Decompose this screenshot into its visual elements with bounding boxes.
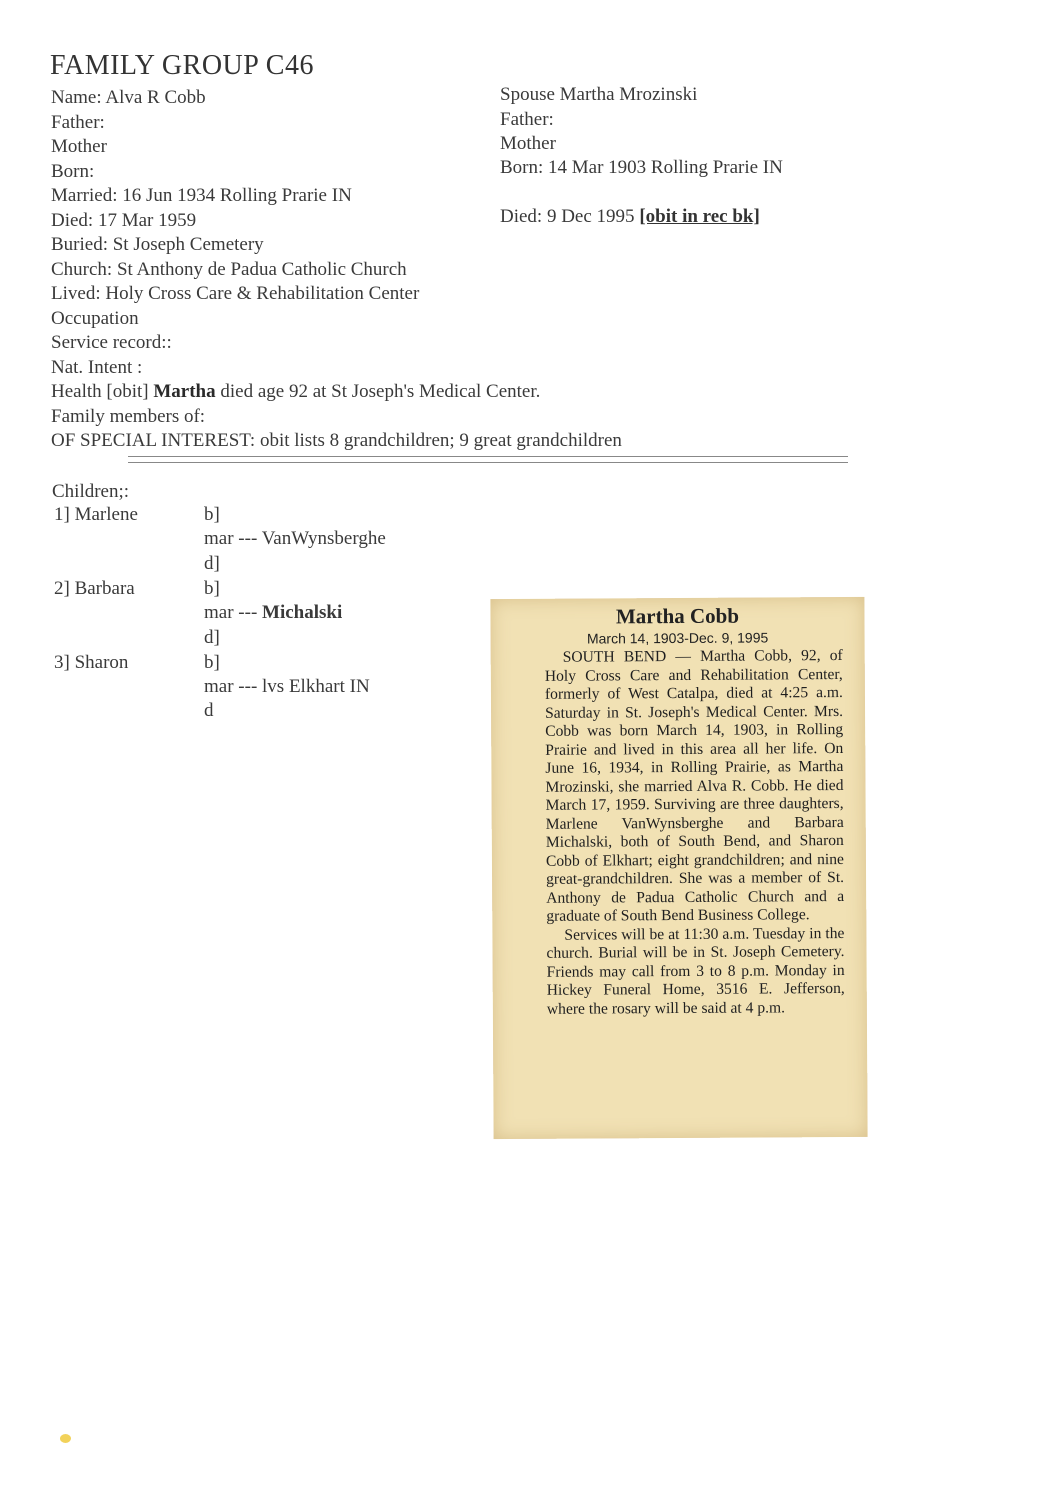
- obituary-clipping: [490, 597, 867, 1139]
- health-field: [51, 380, 540, 404]
- child-mar-prefix: mar ---: [204, 528, 262, 549]
- child-name: 3] Sharon: [54, 652, 129, 673]
- obituary-body: [545, 647, 845, 1019]
- name-field: Name: Alva R Cobb: [51, 87, 206, 108]
- mother-field: Mother: [51, 136, 107, 157]
- spouse-father-field: Father:: [500, 109, 554, 130]
- child-mar-prefix: mar ---: [204, 602, 263, 623]
- obituary-paragraph: Services will be at 11:30 a.m. Tuesday in the church. Burial will be in St. Joseph Cemetery. Friends may call from 3 to 8 p.m. Monday in Hickey Funeral Home, 3516 E. Jefferson, where the rosary will be said at 4 p.m.: [546, 924, 845, 1018]
- health-name: Martha: [153, 381, 216, 402]
- child-born: b]: [204, 504, 220, 525]
- child-died: d: [204, 700, 214, 721]
- children-label: Children;:: [52, 481, 130, 502]
- nat-intent-field: Nat. Intent :: [51, 357, 143, 378]
- child-married: [204, 602, 342, 624]
- born-field: Born:: [51, 161, 95, 182]
- service-record-field: Service record::: [51, 332, 172, 353]
- spouse-mother-field: Mother: [500, 133, 556, 154]
- health-prefix: Health [obit]: [51, 381, 154, 402]
- church-field: Church: St Anthony de Padua Catholic Church: [51, 259, 407, 280]
- died-field: Died: 17 Mar 1959: [51, 210, 197, 231]
- obituary-paragraph: SOUTH BEND — Martha Cobb, 92, of Holy Cross Care and Rehabilitation Center, formerly of West Catalpa, died at 4:25 a.m. Saturday in St. Joseph's Medical Center. Mrs. Cobb was born March 14, 1903, in Rolling Prairie and lived in this area all her life. On June 16, 1934, in Rolling Prairie, as Martha Mrozinski, she married Alva R. Cobb. He died March 17, 1959. Surviving are three daughters, Marlene VanWynsberghe and Barbara Michalski, both of South Bend, and Sharon Cobb of Elkhart; eight grandchildren; and nine great-grandchildren. She was a member of St. Anthony de Padua Catholic Church and a graduate of South Bend Business College.: [544, 646, 845, 925]
- health-rest: died age 92 at St Joseph's Medical Center.: [215, 381, 541, 402]
- spouse-born-field: Born: 14 Mar 1903 Rolling Prarie IN: [500, 157, 783, 178]
- child-married: [204, 676, 370, 698]
- page-title: FAMILY GROUP C46: [50, 50, 314, 81]
- child-name: 2] Barbara: [54, 578, 135, 599]
- child-born: b]: [204, 578, 220, 599]
- occupation-field: Occupation: [51, 308, 139, 329]
- child-mar-name: Michalski: [262, 602, 343, 623]
- buried-field: Buried: St Joseph Cemetery: [51, 234, 264, 255]
- father-field: Father:: [51, 112, 105, 133]
- child-mar-prefix: mar ---: [204, 676, 263, 697]
- child-mar-name: lvs Elkhart IN: [262, 676, 370, 697]
- paper-speck: [60, 1434, 71, 1443]
- child-married: [204, 528, 386, 550]
- child-died: d]: [204, 627, 220, 648]
- child-born: b]: [204, 652, 220, 673]
- double-rule-divider: [128, 456, 848, 463]
- obituary-headline: Martha Cobb: [615, 603, 740, 629]
- obit-link[interactable]: [obit in rec bk]: [639, 206, 760, 227]
- married-field: Married: 16 Jun 1934 Rolling Prarie IN: [51, 185, 352, 206]
- obituary-dates: March 14, 1903-Dec. 9, 1995: [586, 629, 769, 647]
- child-died: d]: [204, 553, 220, 574]
- child-name: 1] Marlene: [54, 504, 138, 525]
- child-mar-name: VanWynsberghe: [261, 528, 386, 549]
- special-interest-field: OF SPECIAL INTEREST: obit lists 8 grandchildren; 9 great grandchildren: [51, 430, 622, 451]
- spouse-died-text: Died: 9 Dec 1995: [500, 206, 640, 227]
- spouse-field: Spouse Martha Mrozinski: [500, 84, 698, 105]
- family-members-field: Family members of:: [51, 406, 206, 427]
- spouse-died-field: [500, 205, 760, 229]
- lived-field: Lived: Holy Cross Care & Rehabilitation Center: [51, 283, 420, 304]
